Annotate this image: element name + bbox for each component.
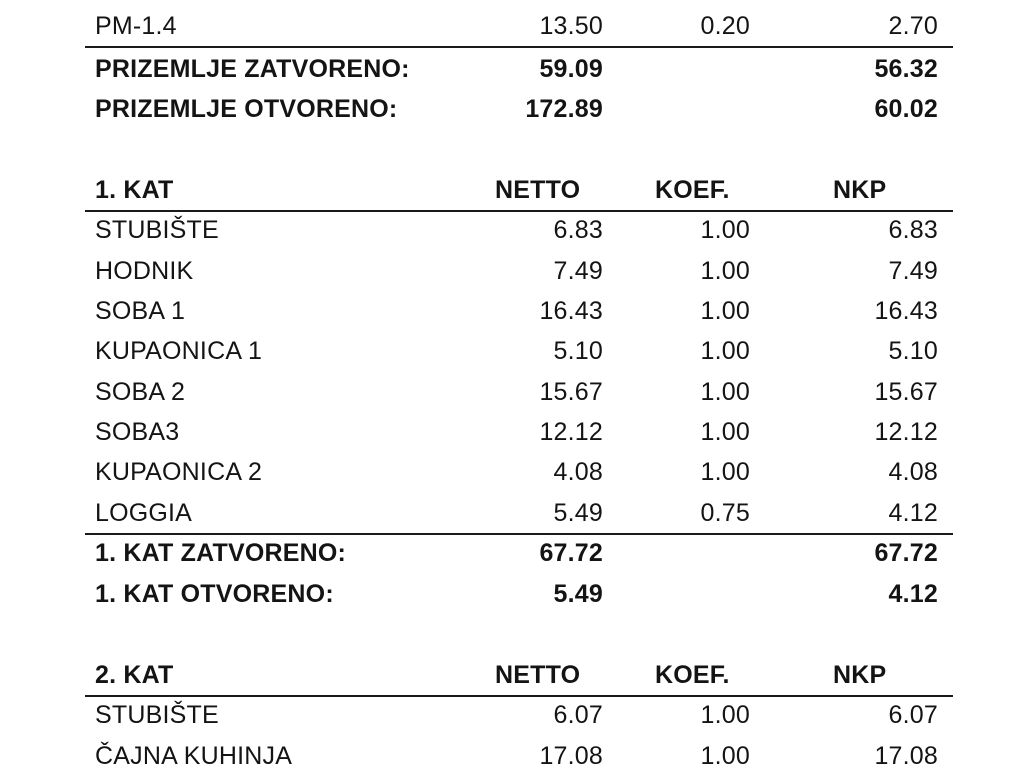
row-label: PRIZEMLJE OTVORENO:	[95, 95, 398, 123]
section-header-row	[85, 170, 953, 212]
nkp-cell: NKP	[833, 176, 887, 204]
koef-cell: 1.00	[700, 418, 750, 446]
netto-cell: 12.12	[539, 418, 603, 446]
nkp-cell: 67.72	[874, 539, 938, 567]
nkp-cell: 15.67	[874, 378, 938, 406]
koef-cell	[645, 89, 750, 129]
koef-cell: 1.00	[700, 216, 750, 244]
koef-cell: 1.00	[700, 458, 750, 486]
koef-cell	[645, 574, 750, 614]
table-row	[85, 372, 953, 412]
koef-cell: 0.75	[700, 499, 750, 527]
row-label: 2. KAT	[95, 661, 174, 689]
row-label: 1. KAT ZATVORENO:	[95, 539, 347, 567]
total-row	[85, 89, 953, 129]
total-row	[85, 533, 953, 573]
koef-cell: 1.00	[700, 257, 750, 285]
netto-cell: 13.50	[539, 12, 603, 40]
nkp-cell: 2.70	[888, 12, 938, 40]
netto-cell: NETTO	[495, 661, 581, 689]
row-label: LOGGIA	[95, 499, 193, 527]
total-row	[85, 574, 953, 614]
nkp-cell: 56.32	[874, 55, 938, 83]
netto-cell: NETTO	[495, 176, 581, 204]
row-label: SOBA 1	[95, 297, 186, 325]
row-label: 1. KAT OTVORENO:	[95, 580, 334, 608]
row-label: HODNIK	[95, 257, 194, 285]
koef-cell	[645, 49, 750, 89]
table-row	[85, 291, 953, 331]
nkp-cell: 60.02	[874, 95, 938, 123]
table-row	[85, 695, 953, 735]
netto-cell: 67.72	[539, 539, 603, 567]
netto-cell: 5.49	[553, 499, 603, 527]
nkp-cell: 17.08	[874, 742, 938, 770]
netto-cell: 4.08	[553, 458, 603, 486]
row-label: PRIZEMLJE ZATVORENO:	[95, 55, 410, 83]
nkp-cell: 5.10	[888, 337, 938, 365]
nkp-cell: NKP	[833, 661, 887, 689]
row-label: SOBA 2	[95, 378, 186, 406]
row-label: SOBA3	[95, 418, 180, 446]
koef-cell: KOEF.	[655, 661, 730, 689]
koef-cell: 1.00	[700, 378, 750, 406]
table-row	[85, 210, 953, 250]
koef-cell: 1.00	[700, 297, 750, 325]
netto-cell: 16.43	[539, 297, 603, 325]
nkp-cell: 16.43	[874, 297, 938, 325]
nkp-cell: 4.12	[888, 499, 938, 527]
row-label: ČAJNA KUHINJA	[95, 742, 293, 770]
table-row	[85, 736, 953, 776]
nkp-cell: 6.07	[888, 701, 938, 729]
table-row	[85, 251, 953, 291]
koef-cell: 1.00	[700, 742, 750, 770]
netto-cell: 17.08	[539, 742, 603, 770]
nkp-cell: 4.08	[888, 458, 938, 486]
section-header-row	[85, 655, 953, 697]
table-row	[85, 6, 953, 48]
netto-cell: 172.89	[525, 95, 603, 123]
row-label: 1. KAT	[95, 176, 174, 204]
netto-cell: 15.67	[539, 378, 603, 406]
netto-cell: 6.07	[553, 701, 603, 729]
netto-cell: 7.49	[553, 257, 603, 285]
table-row	[85, 412, 953, 452]
table-row	[85, 331, 953, 371]
row-label: STUBIŠTE	[95, 216, 219, 244]
koef-cell: 1.00	[700, 701, 750, 729]
nkp-cell: 7.49	[888, 257, 938, 285]
nkp-cell: 4.12	[888, 580, 938, 608]
nkp-cell: 12.12	[874, 418, 938, 446]
netto-cell: 59.09	[539, 55, 603, 83]
koef-cell	[645, 533, 750, 573]
total-row	[85, 49, 953, 89]
row-label: KUPAONICA 1	[95, 337, 263, 365]
koef-cell: 0.20	[700, 12, 750, 40]
row-label: PM-1.4	[95, 12, 177, 40]
netto-cell: 5.49	[553, 580, 603, 608]
table-row	[85, 452, 953, 492]
netto-cell: 5.10	[553, 337, 603, 365]
koef-cell: KOEF.	[655, 176, 730, 204]
row-label: STUBIŠTE	[95, 701, 219, 729]
koef-cell: 1.00	[700, 337, 750, 365]
netto-cell: 6.83	[553, 216, 603, 244]
nkp-cell: 6.83	[888, 216, 938, 244]
table-row	[85, 493, 953, 535]
row-label: KUPAONICA 2	[95, 458, 263, 486]
